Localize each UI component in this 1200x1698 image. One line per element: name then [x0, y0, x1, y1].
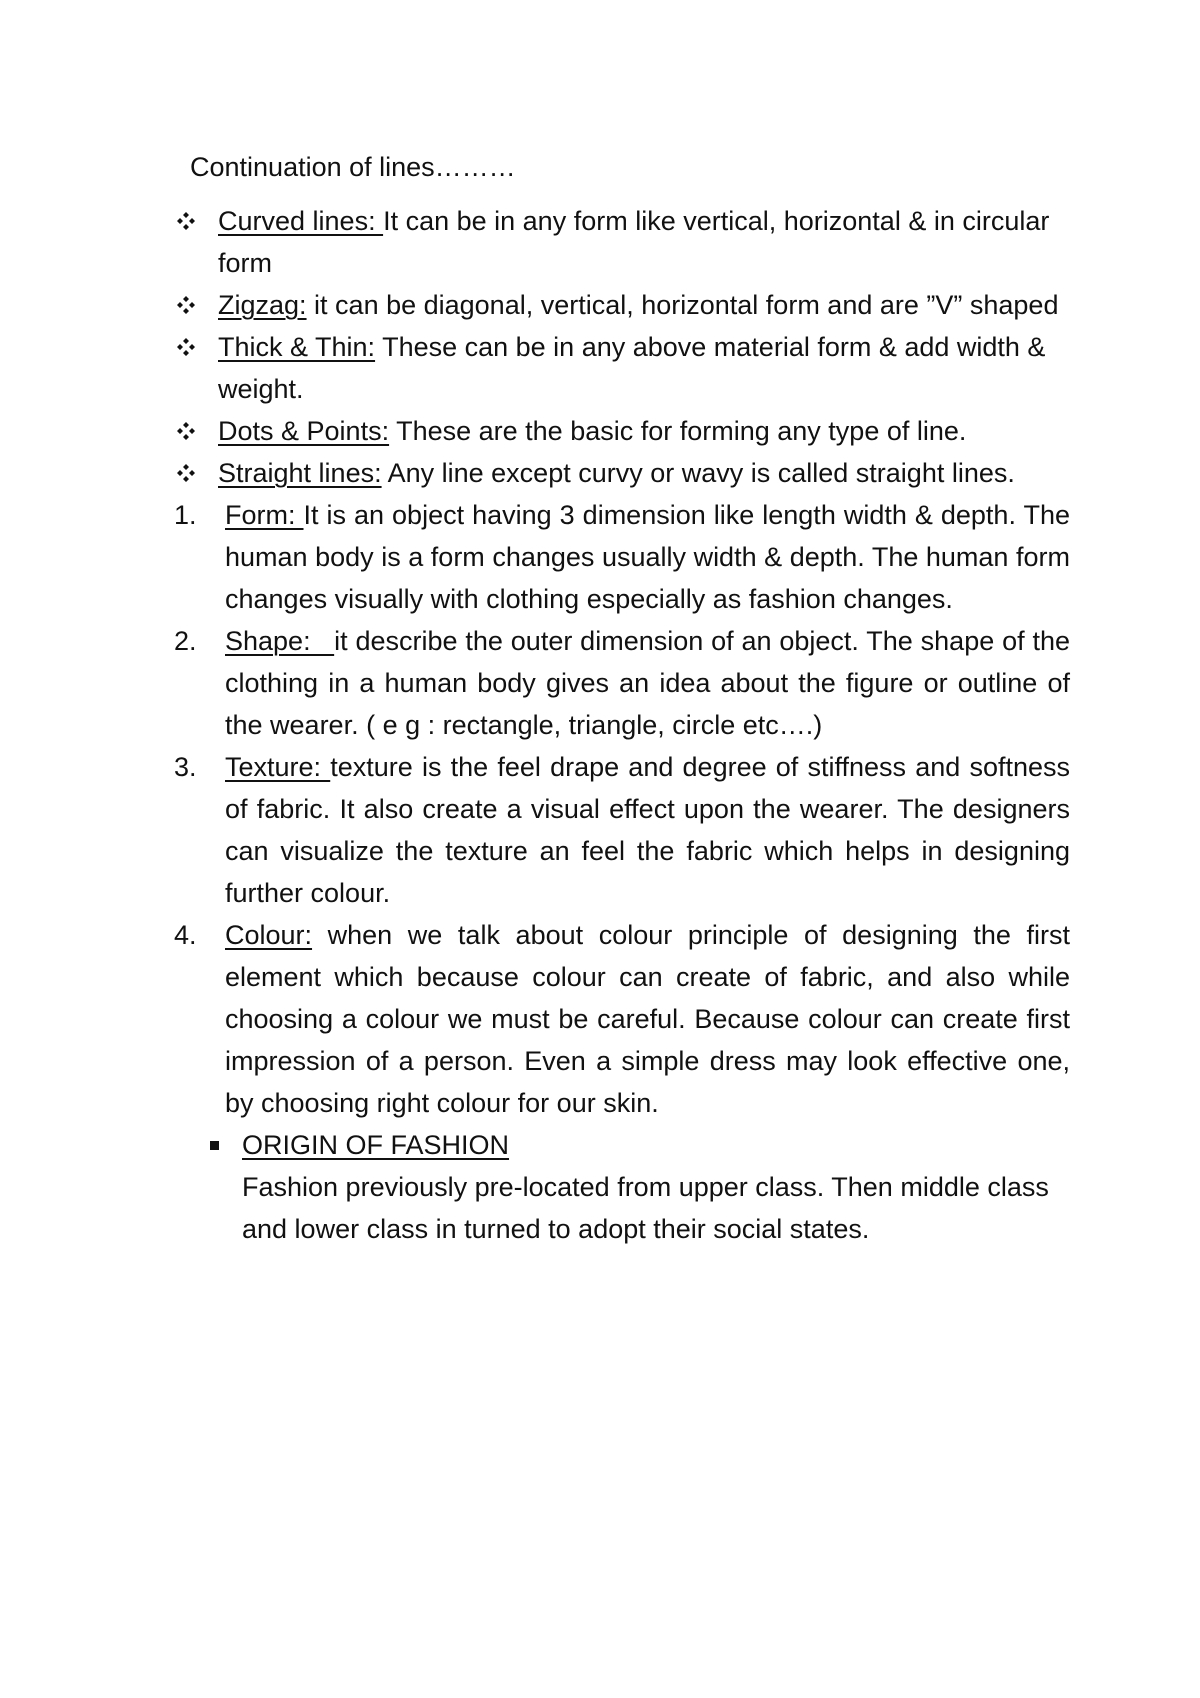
four-diamond-bullet-icon: [176, 295, 196, 315]
bullet-term: Dots & Points:: [218, 416, 390, 446]
item-term: Shape:: [225, 626, 335, 656]
origin-section: [190, 1124, 1070, 1250]
list-item: [190, 326, 1070, 410]
square-bullet-icon: [210, 1141, 219, 1150]
bullet-text: These are the basic for forming any type of line.: [389, 416, 967, 446]
bullet-text: It can be in any form like vertical, horizontal & in circular form: [218, 206, 1050, 278]
bullet-term: Zigzag:: [218, 290, 307, 320]
item-term: Colour:: [225, 920, 313, 950]
list-item: [190, 200, 1070, 284]
page-heading: Continuation of lines………: [190, 152, 516, 182]
item-text: It is an object having 3 dimension like length width & depth. The human body is a form changes usually width & depth. The human form changes visually with clothing especially as fashion changes.: [225, 500, 1070, 614]
list-item: [174, 620, 1070, 746]
four-diamond-bullet-icon: [176, 337, 196, 357]
bullet-term: Thick & Thin:: [218, 332, 376, 362]
bullet-text: These can be in any above material form & add width & weight.: [218, 332, 1046, 404]
item-number: 4.: [174, 920, 197, 950]
list-item: [174, 494, 1070, 620]
bullet-term: Curved lines:: [218, 206, 384, 236]
document-body: [174, 146, 1071, 1250]
bullet-text: Any line except curvy or wavy is called straight lines.: [381, 458, 1015, 488]
list-item: [190, 452, 1070, 494]
item-number: 2.: [174, 626, 197, 656]
item-text: when we talk about colour principle of designing the first element which because colour can create of fabric, and also while choosing a colour we must be careful. Because colour can create first impression of a person. Even a simple dress may look effective one, by choosing right colour for our skin.: [225, 920, 1070, 1118]
section-title: ORIGIN OF FASHION: [242, 1130, 510, 1160]
line-types-list: [190, 200, 1070, 494]
section-text: Fashion previously pre-located from upper class. Then middle class and lower class in turned to adopt their social states.: [242, 1172, 1049, 1244]
four-diamond-bullet-icon: [176, 421, 196, 441]
list-item: [190, 284, 1070, 326]
list-item: [174, 746, 1071, 914]
bullet-term: Straight lines:: [218, 458, 382, 488]
four-diamond-bullet-icon: [176, 463, 196, 483]
design-elements-list: [174, 494, 1071, 1124]
list-item: [190, 1124, 1070, 1250]
bullet-text: it can be diagonal, vertical, horizontal form and are ”V” shaped: [306, 290, 1059, 320]
list-item: [174, 914, 1070, 1124]
item-number: 3.: [174, 752, 197, 782]
list-item: [190, 410, 1070, 452]
four-diamond-bullet-icon: [176, 211, 196, 231]
item-text: texture is the feel drape and degree of stiffness and softness of fabric. It also create a visual effect upon the wearer. The designers can visualize the texture an feel the fabric which helps in designing further colour.: [225, 752, 1071, 908]
item-text: it describe the outer dimension of an object. The shape of the clothing in a human body gives an idea about the figure or outline of the wearer. ( e g : rectangle, triangle, circle etc….): [225, 626, 1070, 740]
item-term: Texture:: [225, 752, 331, 782]
item-term: Form:: [225, 500, 304, 530]
item-number: 1.: [174, 500, 197, 530]
